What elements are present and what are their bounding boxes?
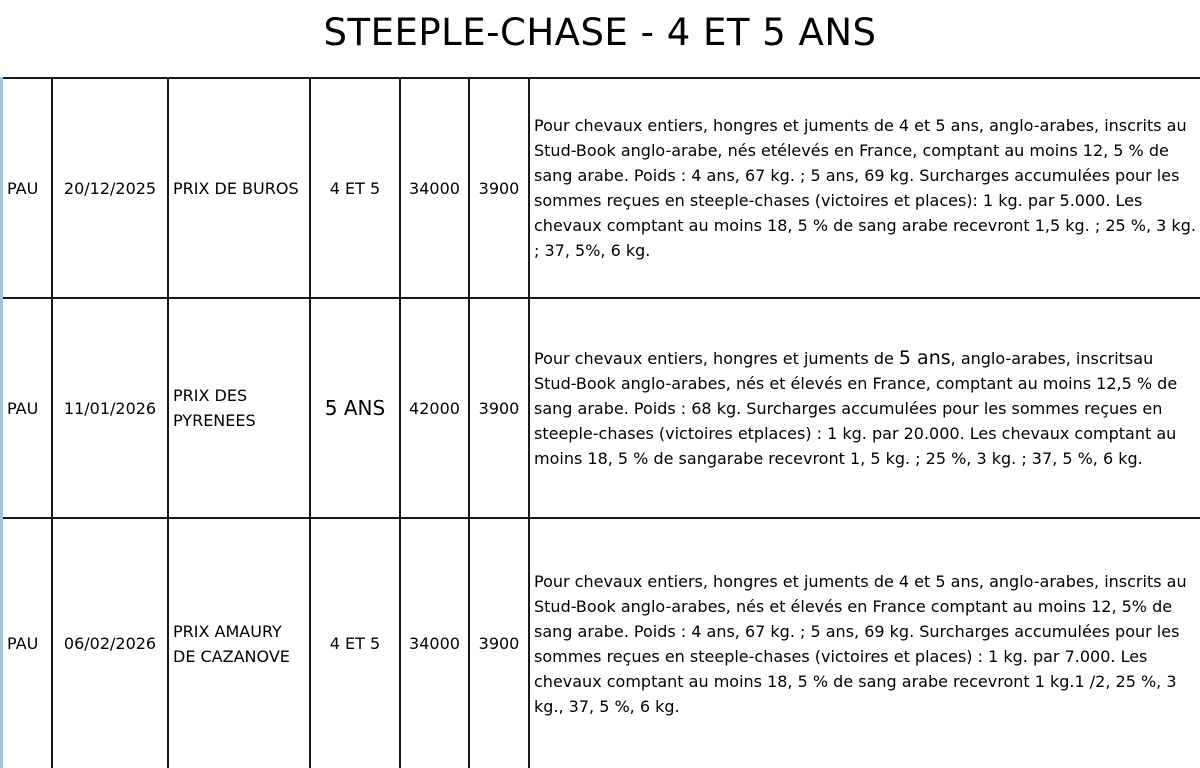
conditions-text-end: , anglo-arabes, inscritsau Stud-Book anglo-arabes, nés et élevés en France, comptant au moins 12,5 % de sang arabe. Poids : 68 kg. Surcharges accumulées pour les sommes reçues en steeple-chases (victoires etplaces) : 1 kg. par 20.000. Les chevaux comptant au moins 18, 5 % de sangarabe recevront 1, 5 kg. ; 25 %, 3 kg. ; 37, 5 %, 6 kg. (534, 348, 1178, 468)
page-title: STEEPLE-CHASE - 4 ET 5 ANS (323, 11, 877, 54)
allocation-cell: 34000 (400, 518, 469, 768)
age-cell: 5 ANS (310, 298, 400, 518)
conditions-text-start: Pour chevaux entiers, hongres et juments de (534, 348, 899, 368)
date-cell: 20/12/2025 (52, 78, 168, 298)
date-cell: 06/02/2026 (52, 518, 168, 768)
race-name-cell: PRIX DE BUROS (168, 78, 310, 298)
table-row (2, 78, 1200, 298)
allocation-cell: 42000 (400, 298, 469, 518)
race-name-cell: PRIX DES PYRENEES (168, 298, 310, 518)
hippodrome-cell: PAU (2, 298, 53, 518)
date-cell: 11/01/2026 (52, 298, 168, 518)
conditions-age-highlight: 5 ans (898, 346, 951, 369)
conditions-cell (529, 78, 1200, 298)
conditions-text: Pour chevaux entiers, hongres et juments de 4 et 5 ans, anglo-arabes, inscrits au Stud-Book anglo-arabe, nés etélevés en France, comptant au moins 12, 5 % de sang arabe. Poids : 4 ans, 67 kg. ; 5 ans, 69 kg. Surcharges accumulées pour les sommes reçues en steeple-chases (victoires et places): 1 kg. par 5.000. Les chevaux comptant au moins 18, 5 % de sang arabe recevront 1,5 kg. ; 25 %, 3 kg. ; 37, 5%, 6 kg. (534, 116, 1196, 260)
conditions-text (534, 346, 1198, 471)
race-name-cell: PRIX AMAURY DE CAZANOVE (168, 518, 310, 768)
conditions-cell (529, 518, 1200, 768)
races-table (0, 77, 1200, 768)
conditions-cell (529, 298, 1200, 518)
prime-cell: 3900 (469, 298, 529, 518)
prime-cell: 3900 (469, 78, 529, 298)
conditions-text: Pour chevaux entiers, hongres et juments de 4 et 5 ans, anglo-arabes, inscrits au Stud-Book anglo-arabes, nés et élevés en France comptant au moins 12, 5% de sang arabe. Poids : 4 ans, 67 kg. ; 5 ans, 69 kg. Surcharges accumulées pour les sommes reçues en steeple-chases (victoires et places) : 1 kg. par 7.000. Les chevaux comptant au moins 18, 5 % de sang arabe recevront 1 kg.1 /2, 25 %, 3 kg., 37, 5 %, 6 kg. (534, 571, 1187, 716)
age-cell: 4 ET 5 (310, 518, 400, 768)
table-row (2, 518, 1200, 768)
hippodrome-cell: PAU (2, 518, 53, 768)
prime-cell: 3900 (469, 518, 529, 768)
age-cell: 4 ET 5 (310, 78, 400, 298)
table-row (2, 298, 1200, 518)
allocation-cell: 34000 (400, 78, 469, 298)
hippodrome-cell: PAU (2, 78, 53, 298)
